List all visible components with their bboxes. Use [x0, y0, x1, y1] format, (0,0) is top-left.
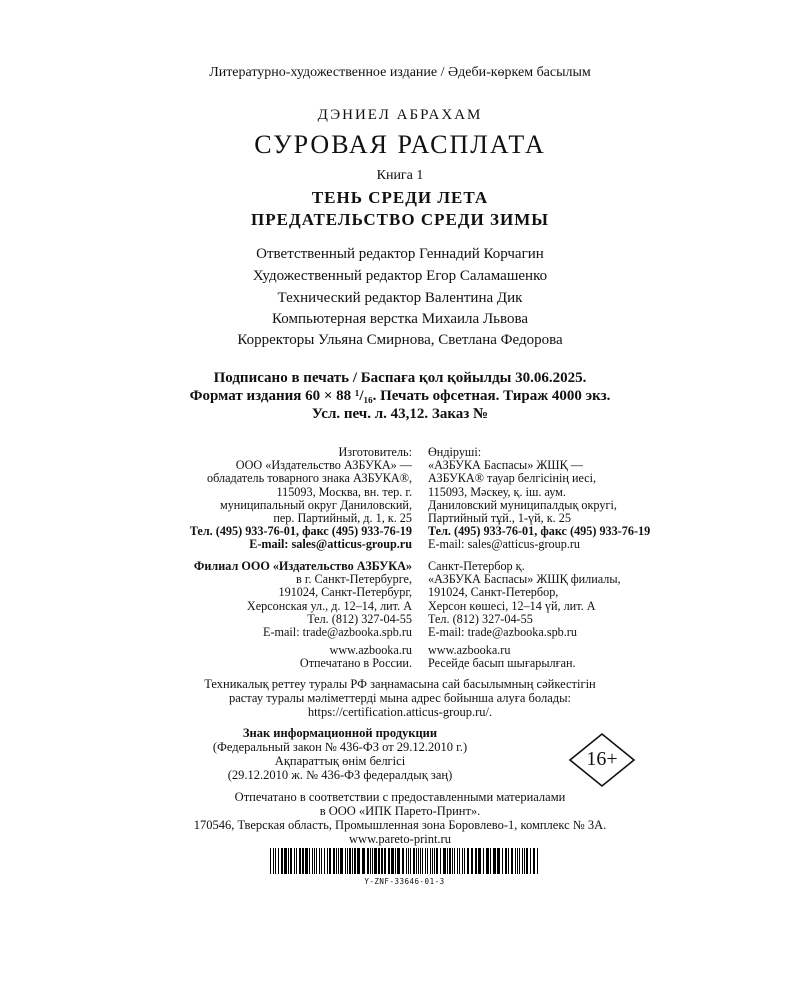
info-sign-line: (29.12.2010 ж. № 436-ФЗ федералдық заң) [227, 768, 453, 782]
barcode-bar [530, 848, 531, 874]
barcode-bar [333, 848, 335, 874]
barcode-bar [384, 848, 386, 874]
barcode-bar [338, 848, 339, 874]
barcode-bar [537, 848, 538, 874]
subtitle-2: ПРЕДАТЕЛЬСТВО СРЕДИ ЗИМЫ [251, 210, 549, 229]
barcode-bar [316, 848, 317, 874]
barcode-bar [372, 848, 373, 874]
barcode-bar [478, 848, 481, 874]
barcode-bar [347, 848, 348, 874]
manufacturer-ru-line: E-mail: sales@atticus-group.ru [249, 537, 412, 552]
branch-ru-line: Тел. (812) 327-04-55 [307, 611, 412, 626]
barcode-bar [436, 848, 438, 874]
barcode-bar [440, 848, 441, 874]
barcode-bar [519, 848, 520, 874]
manufacturer-kz-line: E-mail: sales@atticus-group.ru [428, 537, 581, 552]
barcode-bar [505, 848, 507, 874]
barcode-bar [340, 848, 343, 874]
barcode-bar [296, 848, 297, 874]
barcode-bar [270, 848, 271, 874]
barcode-bar [275, 848, 276, 874]
kz-notice-line: Техникалық реттеу туралы РФ заңнамасына сай басылымның сәйкестігін [204, 677, 596, 691]
barcode-bar [314, 848, 315, 874]
barcode-bar [418, 848, 419, 874]
branch-block [150, 560, 700, 642]
barcode-bar [406, 848, 407, 874]
barcode-bar [486, 848, 489, 874]
barcode-bar [378, 848, 380, 874]
branch-ru [150, 560, 412, 639]
barcode-bar [464, 848, 465, 874]
barcode-bar [288, 848, 289, 874]
barcode-bar [281, 848, 283, 874]
branch-ru-line: Херсонская ул., д. 12–14, лит. А [246, 598, 412, 613]
manufacturer-kz-line: 115093, Мәскеу, қ. іш. аум. [428, 484, 566, 499]
barcode-bar [354, 848, 356, 874]
barcode-bar [522, 848, 523, 874]
barcode-bar [305, 848, 308, 874]
barcode-bar [462, 848, 463, 874]
barcode-bar [388, 848, 390, 874]
branch-kz-line: 191024, Санкт-Петербор, [428, 585, 559, 600]
barcode-bar [381, 848, 383, 874]
branch-kz-line: «АЗБУКА Баспасы» ЖШҚ филиалы, [428, 572, 621, 587]
barcode-bar [319, 848, 320, 874]
barcode-bar [420, 848, 421, 874]
barcode-bar [497, 848, 500, 874]
manufacturer-kz-line: Тел. (495) 933-76-01, факс (495) 933-76-19 [428, 524, 651, 539]
barcode-bar [430, 848, 431, 874]
printer-line: 170546, Тверская область, Промышленная зона Боровлево-1, комплекс № 3А. [193, 818, 607, 832]
barcode-bar [345, 848, 346, 874]
info-sign-line: Ақпараттық өнім белгісі [274, 754, 406, 768]
manufacturer-kz-line: Партийный тұй., 1-үй, к. 25 [428, 510, 571, 525]
barcode-bar [391, 848, 394, 874]
branch-kz-line: Тел. (812) 327-04-55 [428, 611, 533, 626]
printer-line: в ООО «ИПК Парето-Принт». [319, 804, 481, 818]
barcode-bar [321, 848, 322, 874]
printed-in-ru: Отпечатано в России. [299, 656, 412, 671]
barcode-bar [422, 848, 423, 874]
book-title: СУРОВАЯ РАСПЛАТА [254, 130, 546, 159]
manufacturer-ru [150, 446, 412, 552]
barcode-bar [302, 848, 304, 874]
staff-line: Корректоры Ульяна Смирнова, Светлана Федорова [237, 332, 563, 348]
website-kz: www.azbooka.ru [428, 643, 511, 657]
staff-line: Ответственный редактор Геннадий Корчагин [256, 246, 544, 262]
manufacturer-ru-line: Тел. (495) 933-76-01, факс (495) 933-76-19 [189, 524, 412, 539]
barcode-bar [511, 848, 513, 874]
barcode-bar [374, 848, 377, 874]
info-sign-line: Знак информационной продукции [242, 726, 438, 740]
barcode-bar [370, 848, 371, 874]
manufacturer-kz [428, 446, 703, 552]
barcode-bar [452, 848, 453, 874]
barcode-bar [294, 848, 295, 874]
web-kz [428, 644, 703, 670]
barcode-bar [362, 848, 365, 874]
barcode-bar [299, 848, 301, 874]
book-number: Книга 1 [376, 168, 424, 183]
barcode-bar [526, 848, 528, 874]
barcode-bar [367, 848, 369, 874]
branch-kz-line: Санкт-Петербор қ. [428, 559, 525, 573]
manufacturer-kz-line: Даниловский муниципалдық округі, [428, 497, 617, 512]
web-ru [150, 644, 412, 670]
barcode-bar [397, 848, 400, 874]
branch-kz [428, 560, 703, 639]
barcode-bar [434, 848, 435, 874]
manufacturer-kz-line: Өндіруші: [428, 445, 482, 459]
barcode-bar [517, 848, 518, 874]
manufacturer-ru-line: Изготовитель: [338, 445, 412, 459]
barcode-text: Y-ZNF-33646-01-3 [364, 877, 445, 886]
barcode-bar [467, 848, 469, 874]
barcode-bar [324, 848, 325, 874]
barcode-bar [475, 848, 477, 874]
manufacturer-kz-line: АЗБУКА® тауар белгісінің иесі, [428, 471, 597, 486]
barcode-bar [273, 848, 274, 874]
manufacturer-ru-line: ООО «Издательство АЗБУКА» — [235, 458, 412, 473]
branch-ru-line: 191024, Санкт-Петербург, [278, 585, 412, 600]
branch-kz-line: E-mail: trade@azbooka.spb.ru [428, 624, 577, 639]
barcode-bar [416, 848, 417, 874]
branch-ru-line: в г. Санкт-Петербурге, [296, 572, 412, 587]
web-block [150, 644, 700, 674]
manufacturer-block [150, 446, 700, 556]
barcode-bar [502, 848, 503, 874]
print-info-line: Подписано в печать / Баспаға қол қойылды 30.06.2025. [213, 370, 587, 386]
kz-notice-line: https://certification.atticus-group.ru/. [307, 705, 493, 719]
age-rating-label: 16+ [586, 748, 618, 770]
website-ru: www.azbooka.ru [329, 643, 412, 657]
barcode-bar [515, 848, 516, 874]
barcode-bar [459, 848, 460, 874]
barcode-bar [290, 848, 292, 874]
barcode-bar [427, 848, 428, 874]
barcode-bar [329, 848, 331, 874]
barcode-bar [352, 848, 353, 874]
subtitle-1: ТЕНЬ СРЕДИ ЛЕТА [311, 188, 489, 207]
barcode-bar [309, 848, 310, 874]
staff-line: Компьютерная верстка Михаила Львова [271, 311, 528, 327]
staff-line: Технический редактор Валентина Дик [277, 290, 523, 306]
barcode-bar [410, 848, 411, 874]
barcode-bar [508, 848, 509, 874]
barcode-bar [454, 848, 455, 874]
branch-ru-line: E-mail: trade@azbooka.spb.ru [263, 624, 412, 639]
barcode [268, 848, 541, 874]
manufacturer-ru-line: пер. Партийный, д. 1, к. 25 [273, 510, 412, 525]
barcode-bar [449, 848, 451, 874]
branch-ru-line: Филиал ООО «Издательство АЗБУКА» [193, 559, 412, 573]
manufacturer-ru-line: 115093, Москва, вн. тер. г. [276, 484, 412, 499]
series-line: Литературно-художественное издание / Әдеби-көркем басылым [209, 65, 591, 80]
info-sign-line: (Федеральный закон № 436-ФЗ от 29.12.2010 г.) [212, 740, 468, 754]
barcode-bar [493, 848, 496, 874]
barcode-bar [357, 848, 360, 874]
print-info-line: Формат издания 60 × 88 ¹/₁₆. Печать офсетная. Тираж 4000 экз. [189, 388, 611, 404]
barcode-bar [336, 848, 337, 874]
barcode-bar [524, 848, 525, 874]
barcode-bar [327, 848, 328, 874]
barcode-bar [349, 848, 351, 874]
barcode-bar [413, 848, 415, 874]
barcode-bar [402, 848, 404, 874]
branch-kz-line: Херсон көшесі, 12–14 үй, лит. А [428, 598, 596, 613]
kz-notice-line: растау туралы мәліметтерді мына адрес бойынша алуға болады: [228, 691, 572, 705]
manufacturer-kz-line: «АЗБУКА Баспасы» ЖШҚ — [428, 458, 583, 473]
author-name: ДЭНИЕЛ АБРАХАМ [317, 107, 483, 123]
age-rating-badge [567, 732, 637, 788]
print-info-line: Усл. печ. л. 43,12. Заказ № [311, 406, 489, 422]
barcode-bar [533, 848, 535, 874]
barcode-bar [447, 848, 448, 874]
barcode-bar [408, 848, 409, 874]
printed-in-kz: Ресейде басып шығарылған. [428, 656, 576, 671]
printer-line: www.pareto-print.ru [349, 832, 451, 846]
barcode-bar [278, 848, 279, 874]
barcode-bar [490, 848, 491, 874]
barcode-bar [432, 848, 433, 874]
staff-line: Художественный редактор Егор Саламашенко [252, 268, 548, 284]
barcode-bar [457, 848, 458, 874]
barcode-bar [312, 848, 313, 874]
barcode-bar [443, 848, 446, 874]
barcode-bar [425, 848, 426, 874]
manufacturer-ru-line: обладатель товарного знака АЗБУКА®, [207, 471, 412, 486]
barcode-bar [395, 848, 396, 874]
printer-line: Отпечатано в соответствии с предоставленными материалами [234, 790, 566, 804]
barcode-bar [483, 848, 484, 874]
barcode-bar [284, 848, 287, 874]
manufacturer-ru-line: муниципальный округ Даниловский, [220, 497, 412, 512]
barcode-bar [471, 848, 473, 874]
